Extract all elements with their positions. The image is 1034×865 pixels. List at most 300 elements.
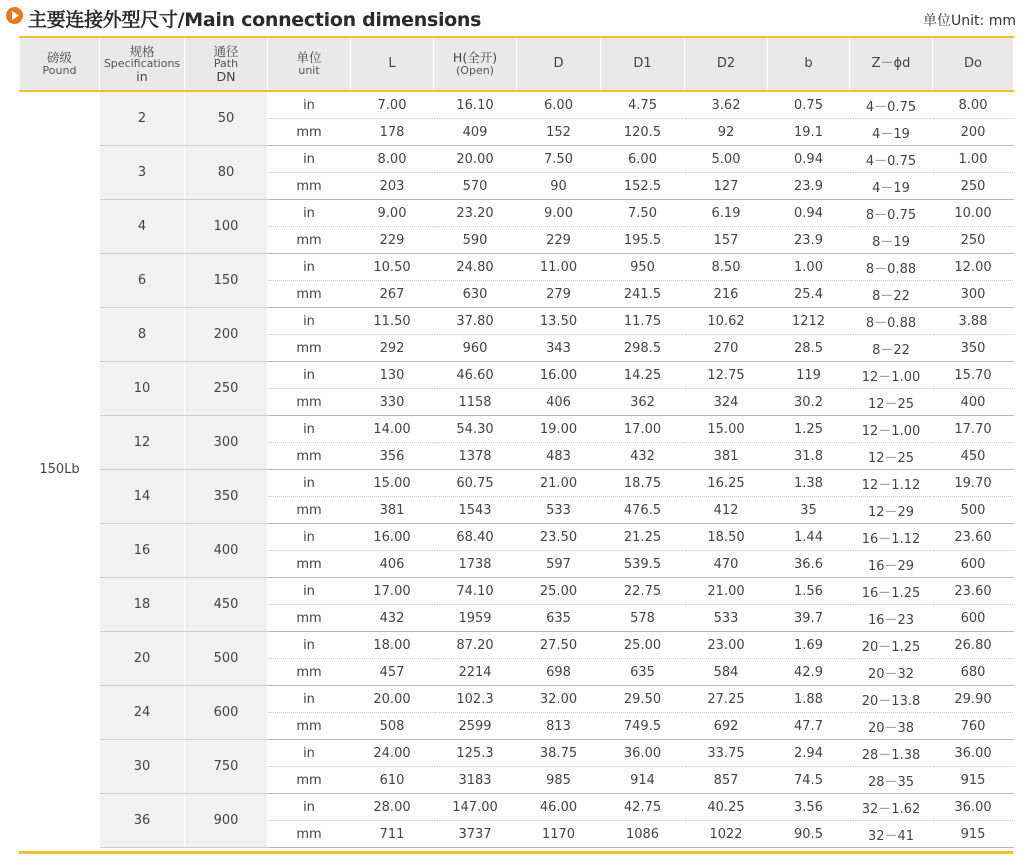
unit-cell: in [268, 91, 351, 119]
value-cell: 590 [434, 227, 517, 254]
col-Z: Z－ϕd [850, 37, 933, 91]
value-cell: 11.75 [601, 308, 685, 335]
unit-cell: in [268, 146, 351, 173]
value-cell: 24.80 [434, 254, 517, 281]
value-cell: 15.00 [685, 416, 768, 443]
value-cell: 28.5 [768, 335, 850, 362]
spec-cell: 8 [100, 308, 185, 362]
value-cell: 10.00 [933, 200, 1014, 227]
unit-cell: mm [268, 173, 351, 200]
value-cell: 18.00 [351, 632, 434, 659]
value-cell: 29.50 [601, 686, 685, 713]
dn-cell: 100 [185, 200, 268, 254]
value-cell: 8－22 [850, 281, 933, 308]
value-cell: 47.7 [768, 713, 850, 740]
spec-cell: 12 [100, 416, 185, 470]
value-cell: 42.75 [601, 794, 685, 821]
table-row [20, 578, 1014, 605]
value-cell: 1543 [434, 497, 517, 524]
value-cell: 267 [351, 281, 434, 308]
value-cell: 3.56 [768, 794, 850, 821]
dn-cell: 80 [185, 146, 268, 200]
page-title: 主要连接外型尺寸/Main connection dimensions [28, 9, 482, 31]
value-cell: 324 [685, 389, 768, 416]
unit-cell: mm [268, 659, 351, 686]
value-cell: 1.44 [768, 524, 850, 551]
value-cell: 1378 [434, 443, 517, 470]
value-cell: 157 [685, 227, 768, 254]
value-cell: 1.88 [768, 686, 850, 713]
value-cell: 400 [933, 389, 1014, 416]
table-row [20, 470, 1014, 497]
col-D: D [517, 37, 601, 91]
unit-cell: mm [268, 767, 351, 794]
value-cell: 610 [351, 767, 434, 794]
value-cell: 7.00 [351, 91, 434, 119]
unit-cell: mm [268, 389, 351, 416]
col-pound: 磅级 Pound [20, 37, 100, 91]
unit-cell: mm [268, 713, 351, 740]
value-cell: 39.7 [768, 605, 850, 632]
value-cell: 178 [351, 119, 434, 146]
col-path: 通径 Path DN [185, 37, 268, 91]
value-cell: 406 [351, 551, 434, 578]
unit-cell: mm [268, 497, 351, 524]
value-cell: 19.70 [933, 470, 1014, 497]
value-cell: 0.75 [768, 91, 850, 119]
value-cell: 4－0.75 [850, 91, 933, 119]
value-cell: 12－1.00 [850, 362, 933, 389]
value-cell: 680 [933, 659, 1014, 686]
value-cell: 152.5 [601, 173, 685, 200]
spec-cell: 18 [100, 578, 185, 632]
value-cell: 23.60 [933, 578, 1014, 605]
value-cell: 533 [685, 605, 768, 632]
value-cell: 8.00 [933, 91, 1014, 119]
value-cell: 7.50 [517, 146, 601, 173]
unit-cell: in [268, 254, 351, 281]
value-cell: 27.25 [685, 686, 768, 713]
unit-cell: in [268, 578, 351, 605]
value-cell: 90 [517, 173, 601, 200]
value-cell: 23.50 [517, 524, 601, 551]
value-cell: 476.5 [601, 497, 685, 524]
dn-cell: 750 [185, 740, 268, 794]
value-cell: 915 [933, 767, 1014, 794]
unit-cell: mm [268, 335, 351, 362]
value-cell: 698 [517, 659, 601, 686]
value-cell: 11.50 [351, 308, 434, 335]
value-cell: 381 [351, 497, 434, 524]
table-row [20, 632, 1014, 659]
value-cell: 635 [517, 605, 601, 632]
value-cell: 13.50 [517, 308, 601, 335]
value-cell: 4.75 [601, 91, 685, 119]
value-cell: 12.75 [685, 362, 768, 389]
value-cell: 8.50 [685, 254, 768, 281]
value-cell: 12－25 [850, 389, 933, 416]
spec-cell: 4 [100, 200, 185, 254]
value-cell: 292 [351, 335, 434, 362]
value-cell: 19.00 [517, 416, 601, 443]
value-cell: 32－41 [850, 821, 933, 848]
value-cell: 20－32 [850, 659, 933, 686]
value-cell: 68.40 [434, 524, 517, 551]
value-cell: 46.60 [434, 362, 517, 389]
value-cell: 229 [517, 227, 601, 254]
value-cell: 16－1.25 [850, 578, 933, 605]
table-row [20, 686, 1014, 713]
value-cell: 203 [351, 173, 434, 200]
value-cell: 533 [517, 497, 601, 524]
value-cell: 195.5 [601, 227, 685, 254]
value-cell: 28.00 [351, 794, 434, 821]
unit-cell: in [268, 740, 351, 767]
value-cell: 23.00 [685, 632, 768, 659]
dimensions-table [19, 36, 1014, 848]
value-cell: 12－29 [850, 497, 933, 524]
value-cell: 12－1.00 [850, 416, 933, 443]
value-cell: 539.5 [601, 551, 685, 578]
value-cell: 16－23 [850, 605, 933, 632]
value-cell: 21.00 [517, 470, 601, 497]
value-cell: 29.90 [933, 686, 1014, 713]
spec-cell: 20 [100, 632, 185, 686]
value-cell: 813 [517, 713, 601, 740]
value-cell: 20－13.8 [850, 686, 933, 713]
col-Do: Do [933, 37, 1014, 91]
value-cell: 18.50 [685, 524, 768, 551]
value-cell: 432 [351, 605, 434, 632]
value-cell: 102.3 [434, 686, 517, 713]
bottom-rule [19, 851, 1013, 854]
spec-cell: 3 [100, 146, 185, 200]
table-row [20, 740, 1014, 767]
value-cell: 36.00 [933, 794, 1014, 821]
value-cell: 19.1 [768, 119, 850, 146]
value-cell: 3.62 [685, 91, 768, 119]
value-cell: 54.30 [434, 416, 517, 443]
dn-cell: 350 [185, 470, 268, 524]
dn-cell: 50 [185, 91, 268, 146]
value-cell: 578 [601, 605, 685, 632]
value-cell: 229 [351, 227, 434, 254]
value-cell: 7.50 [601, 200, 685, 227]
value-cell: 120.5 [601, 119, 685, 146]
value-cell: 32.00 [517, 686, 601, 713]
value-cell: 27.50 [517, 632, 601, 659]
value-cell: 914 [601, 767, 685, 794]
value-cell: 412 [685, 497, 768, 524]
col-spec: 规格 Specifications in [100, 37, 185, 91]
value-cell: 26.80 [933, 632, 1014, 659]
value-cell: 15.70 [933, 362, 1014, 389]
value-cell: 711 [351, 821, 434, 848]
value-cell: 508 [351, 713, 434, 740]
unit-cell: in [268, 524, 351, 551]
value-cell: 42.9 [768, 659, 850, 686]
value-cell: 1086 [601, 821, 685, 848]
value-cell: 600 [933, 551, 1014, 578]
value-cell: 1.56 [768, 578, 850, 605]
value-cell: 1959 [434, 605, 517, 632]
value-cell: 216 [685, 281, 768, 308]
value-cell: 450 [933, 443, 1014, 470]
value-cell: 432 [601, 443, 685, 470]
value-cell: 635 [601, 659, 685, 686]
value-cell: 28－35 [850, 767, 933, 794]
value-cell: 36.00 [933, 740, 1014, 767]
value-cell: 584 [685, 659, 768, 686]
dn-cell: 150 [185, 254, 268, 308]
value-cell: 8－22 [850, 335, 933, 362]
value-cell: 2599 [434, 713, 517, 740]
value-cell: 24.00 [351, 740, 434, 767]
value-cell: 3.88 [933, 308, 1014, 335]
spec-cell: 2 [100, 91, 185, 146]
value-cell: 6.00 [517, 91, 601, 119]
value-cell: 127 [685, 173, 768, 200]
value-cell: 25.00 [601, 632, 685, 659]
unit-cell: in [268, 308, 351, 335]
header-row [20, 37, 1014, 91]
value-cell: 5.00 [685, 146, 768, 173]
value-cell: 20.00 [351, 686, 434, 713]
unit-cell: in [268, 794, 351, 821]
value-cell: 18.75 [601, 470, 685, 497]
value-cell: 200 [933, 119, 1014, 146]
table-row [20, 524, 1014, 551]
value-cell: 9.00 [351, 200, 434, 227]
value-cell: 350 [933, 335, 1014, 362]
value-cell: 16.25 [685, 470, 768, 497]
value-cell: 130 [351, 362, 434, 389]
dn-cell: 600 [185, 686, 268, 740]
unit-cell: in [268, 416, 351, 443]
unit-cell: in [268, 686, 351, 713]
unit-cell: in [268, 470, 351, 497]
value-cell: 23.20 [434, 200, 517, 227]
value-cell: 74.5 [768, 767, 850, 794]
value-cell: 125.3 [434, 740, 517, 767]
dn-cell: 300 [185, 416, 268, 470]
unit-cell: mm [268, 119, 351, 146]
value-cell: 1170 [517, 821, 601, 848]
value-cell: 1.38 [768, 470, 850, 497]
col-unit: 单位 unit [268, 37, 351, 91]
unit-cell: mm [268, 605, 351, 632]
value-cell: 20－38 [850, 713, 933, 740]
value-cell: 330 [351, 389, 434, 416]
dn-cell: 500 [185, 632, 268, 686]
value-cell: 597 [517, 551, 601, 578]
value-cell: 23.9 [768, 173, 850, 200]
value-cell: 950 [601, 254, 685, 281]
col-b: b [768, 37, 850, 91]
value-cell: 12－1.12 [850, 470, 933, 497]
dn-cell: 200 [185, 308, 268, 362]
value-cell: 1212 [768, 308, 850, 335]
value-cell: 25.00 [517, 578, 601, 605]
value-cell: 8－0.75 [850, 200, 933, 227]
value-cell: 692 [685, 713, 768, 740]
value-cell: 2.94 [768, 740, 850, 767]
unit-cell: mm [268, 551, 351, 578]
table-row [20, 254, 1014, 281]
value-cell: 250 [933, 227, 1014, 254]
value-cell: 20－1.25 [850, 632, 933, 659]
value-cell: 92 [685, 119, 768, 146]
value-cell: 483 [517, 443, 601, 470]
spec-cell: 24 [100, 686, 185, 740]
value-cell: 36.6 [768, 551, 850, 578]
value-cell: 17.70 [933, 416, 1014, 443]
value-cell: 15.00 [351, 470, 434, 497]
value-cell: 25.4 [768, 281, 850, 308]
value-cell: 16.00 [517, 362, 601, 389]
value-cell: 36.00 [601, 740, 685, 767]
spec-cell: 10 [100, 362, 185, 416]
col-D1: D1 [601, 37, 685, 91]
value-cell: 74.10 [434, 578, 517, 605]
value-cell: 147.00 [434, 794, 517, 821]
value-cell: 16－29 [850, 551, 933, 578]
unit-cell: in [268, 200, 351, 227]
col-L: L [351, 37, 434, 91]
value-cell: 8－19 [850, 227, 933, 254]
section-header [0, 0, 1034, 34]
table-row [20, 200, 1014, 227]
value-cell: 17.00 [601, 416, 685, 443]
value-cell: 30.2 [768, 389, 850, 416]
value-cell: 1158 [434, 389, 517, 416]
spec-cell: 16 [100, 524, 185, 578]
col-H: H(全开) (Open) [434, 37, 517, 91]
value-cell: 500 [933, 497, 1014, 524]
dn-cell: 900 [185, 794, 268, 848]
value-cell: 1022 [685, 821, 768, 848]
value-cell: 20.00 [434, 146, 517, 173]
table-row [20, 362, 1014, 389]
value-cell: 250 [933, 173, 1014, 200]
unit-cell: in [268, 632, 351, 659]
value-cell: 16.00 [351, 524, 434, 551]
value-cell: 298.5 [601, 335, 685, 362]
value-cell: 16.10 [434, 91, 517, 119]
value-cell: 4－19 [850, 173, 933, 200]
value-cell: 915 [933, 821, 1014, 848]
value-cell: 33.75 [685, 740, 768, 767]
value-cell: 2214 [434, 659, 517, 686]
value-cell: 10.50 [351, 254, 434, 281]
value-cell: 241.5 [601, 281, 685, 308]
table-row [20, 91, 1014, 119]
value-cell: 760 [933, 713, 1014, 740]
value-cell: 470 [685, 551, 768, 578]
unit-note: 单位Unit: mm [923, 13, 1016, 29]
value-cell: 21.25 [601, 524, 685, 551]
value-cell: 16－1.12 [850, 524, 933, 551]
value-cell: 362 [601, 389, 685, 416]
value-cell: 40.25 [685, 794, 768, 821]
value-cell: 60.75 [434, 470, 517, 497]
value-cell: 270 [685, 335, 768, 362]
value-cell: 1.00 [768, 254, 850, 281]
table-row [20, 308, 1014, 335]
unit-cell: mm [268, 443, 351, 470]
unit-cell: in [268, 362, 351, 389]
dn-cell: 250 [185, 362, 268, 416]
spec-cell: 30 [100, 740, 185, 794]
value-cell: 406 [517, 389, 601, 416]
value-cell: 23.60 [933, 524, 1014, 551]
play-icon [6, 7, 23, 24]
value-cell: 857 [685, 767, 768, 794]
value-cell: 37.80 [434, 308, 517, 335]
value-cell: 14.25 [601, 362, 685, 389]
value-cell: 356 [351, 443, 434, 470]
value-cell: 23.9 [768, 227, 850, 254]
unit-cell: mm [268, 281, 351, 308]
value-cell: 21.00 [685, 578, 768, 605]
unit-cell: mm [268, 821, 351, 848]
unit-cell: mm [268, 227, 351, 254]
value-cell: 90.5 [768, 821, 850, 848]
value-cell: 409 [434, 119, 517, 146]
value-cell: 1.25 [768, 416, 850, 443]
value-cell: 960 [434, 335, 517, 362]
pound-cell: 150Lb [20, 91, 100, 848]
value-cell: 11.00 [517, 254, 601, 281]
table-row [20, 146, 1014, 173]
value-cell: 32－1.62 [850, 794, 933, 821]
table-row [20, 416, 1014, 443]
value-cell: 457 [351, 659, 434, 686]
value-cell: 8－0.88 [850, 254, 933, 281]
value-cell: 9.00 [517, 200, 601, 227]
value-cell: 279 [517, 281, 601, 308]
dn-cell: 400 [185, 524, 268, 578]
value-cell: 152 [517, 119, 601, 146]
value-cell: 3183 [434, 767, 517, 794]
spec-cell: 36 [100, 794, 185, 848]
value-cell: 12.00 [933, 254, 1014, 281]
value-cell: 749.5 [601, 713, 685, 740]
value-cell: 6.19 [685, 200, 768, 227]
table-row [20, 794, 1014, 821]
value-cell: 4－0.75 [850, 146, 933, 173]
value-cell: 17.00 [351, 578, 434, 605]
spec-cell: 14 [100, 470, 185, 524]
value-cell: 985 [517, 767, 601, 794]
dn-cell: 450 [185, 578, 268, 632]
value-cell: 14.00 [351, 416, 434, 443]
value-cell: 87.20 [434, 632, 517, 659]
value-cell: 300 [933, 281, 1014, 308]
value-cell: 600 [933, 605, 1014, 632]
value-cell: 381 [685, 443, 768, 470]
value-cell: 35 [768, 497, 850, 524]
value-cell: 22.75 [601, 578, 685, 605]
value-cell: 570 [434, 173, 517, 200]
value-cell: 4－19 [850, 119, 933, 146]
value-cell: 8.00 [351, 146, 434, 173]
value-cell: 0.94 [768, 146, 850, 173]
value-cell: 8－0.88 [850, 308, 933, 335]
value-cell: 630 [434, 281, 517, 308]
value-cell: 28－1.38 [850, 740, 933, 767]
value-cell: 6.00 [601, 146, 685, 173]
